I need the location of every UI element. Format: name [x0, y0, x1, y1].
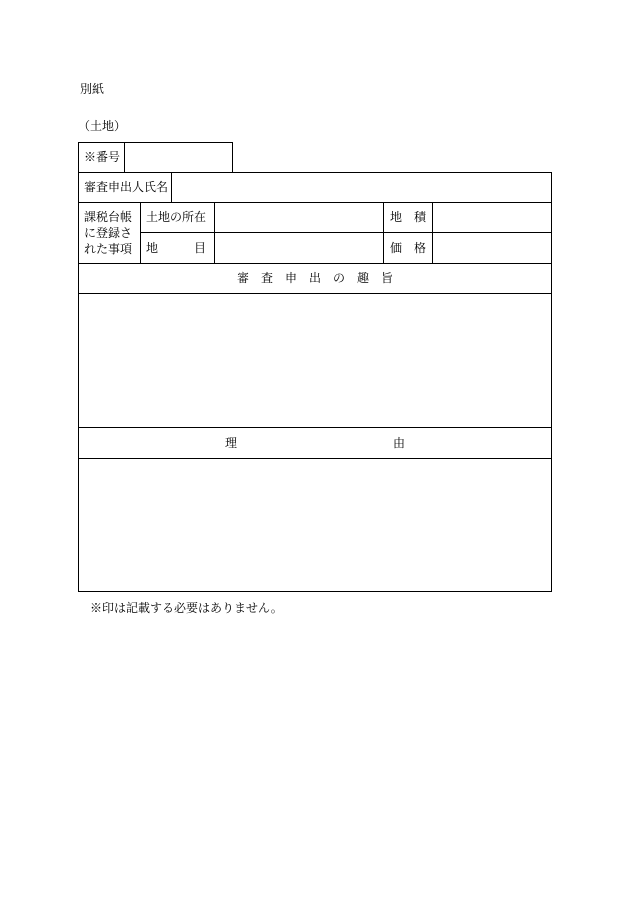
price-label: 価 格	[390, 241, 427, 255]
registry-items-label	[84, 209, 138, 257]
registry-label-line-2: に登録さ	[84, 226, 133, 240]
reason-text-area[interactable]	[79, 459, 551, 591]
category-label: （土地）	[78, 119, 127, 133]
land-location-field[interactable]	[215, 203, 382, 231]
footnote: ※印は記載する必要はありません。	[90, 601, 283, 615]
registry-label-line-3: れた事項	[84, 242, 133, 256]
applicant-name-field[interactable]	[172, 173, 550, 201]
registry-label-line-1: 課税台帳	[84, 210, 133, 224]
land-area-label: 地 積	[390, 210, 427, 224]
land-location-label: 土地の所在	[146, 210, 207, 224]
land-category-label: 地 目	[146, 241, 207, 255]
number-label: ※番号	[84, 150, 121, 164]
purpose-heading: 審 査 申 出 の 趣 旨	[236, 271, 393, 285]
attachment-label: 別紙	[80, 82, 105, 96]
purpose-text-area[interactable]	[79, 294, 551, 427]
reason-heading: 理 由	[224, 436, 405, 450]
applicant-name-label: 審査申出人氏名	[84, 180, 169, 194]
land-area-field[interactable]	[433, 203, 550, 231]
land-category-field[interactable]	[215, 233, 382, 262]
price-field[interactable]	[433, 233, 550, 262]
number-field[interactable]	[125, 143, 231, 171]
